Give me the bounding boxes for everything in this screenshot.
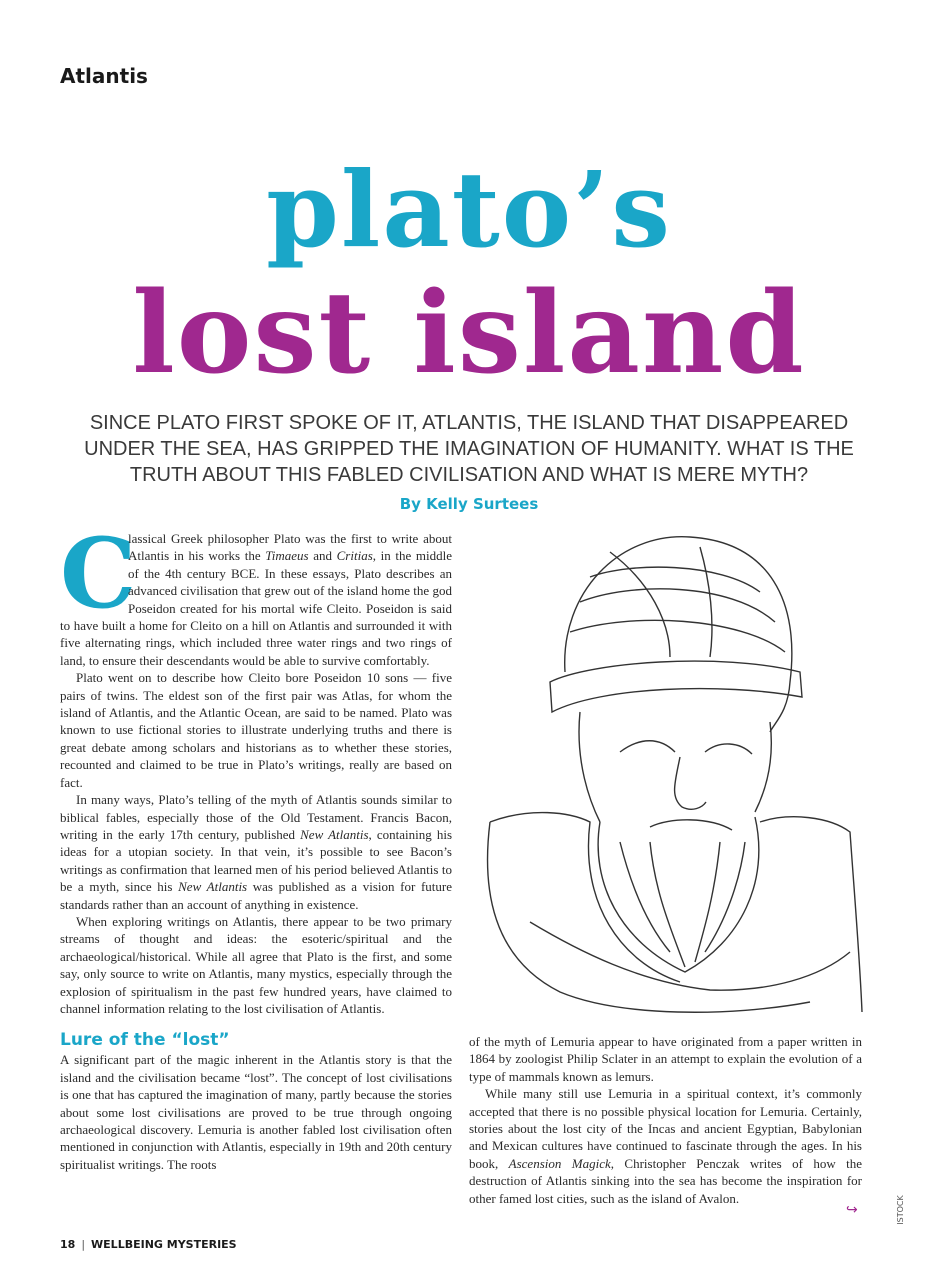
paragraph-2: Plato went on to describe how Cleito bore Poseidon 10 sons — five pairs of twins. The eldest son of the first pair was Atlas, for whom the island of Atlantis, and the Atlantic Ocean, are said to be named. Plato was known to use fictional stories to illustrate underlying truths and there is great debate among scholars and historians as to whether these stories, recounted and claimed to be true in Plato’s writings, really are based on fact. <box>60 670 452 790</box>
paragraph-7: While many still use Lemuria in a spiritual context, it’s commonly accepted that there is no possible physical location for Lemuria. Certainly, stories about the lost city of the Incas and ancient Egyptian, Babylonian and Mexican cultures have continued to fascinate through the ages. In his book, Ascension Magick, Christopher Penczak writes of how the destruction of Atlantis sinking into the sea has become the inspiration for other famed lost cities, such as the island of Avalon. <box>469 1086 863 1206</box>
plato-bust-illustration <box>470 522 870 1020</box>
headline-line-2: lost island <box>132 268 806 399</box>
drop-cap: C <box>60 517 137 630</box>
paragraph-5: A significant part of the magic inherent in the Atlantis story is that the island and the civilisation became “lost”. The concept of lost civilisations is one that has captured the imagination of many, partly because the stories about some lost civilisations are proved to be true through ongoing archaeological discovery. Lemuria is another fabled lost civilisation often mentioned in conjunction with Atlantis, especially in 19th and 20th century spiritualist writings. The roots <box>60 1052 452 1172</box>
image-credit: ISTOCK <box>896 1195 905 1225</box>
magazine-name: WELLBEING MYSTERIES <box>91 1238 237 1251</box>
article-column-left <box>60 517 453 1173</box>
page-number: 18 <box>60 1238 76 1251</box>
end-of-article-icon: ↪ <box>846 1202 858 1218</box>
footer-separator: | <box>81 1238 86 1251</box>
article-column-right <box>469 1033 862 1207</box>
paragraph-3: In many ways, Plato’s telling of the myth of Atlantis sounds similar to biblical fables, especially those of the Old Testament. Francis Bacon, writing in the early 17th century, published New Atlantis, containing his ideas for a utopian society. In that vein, it’s possible to see Bacon’s writings as confirmation that learned men of his period believed Atlantis to be a myth, since his New Atlantis was published as a vision for future standards rather than an account of anything in existence. <box>60 792 453 912</box>
standfirst: SINCE PLATO FIRST SPOKE OF IT, ATLANTIS, THE ISLAND THAT DISAPPEARED UNDER THE SEA, HAS GRIPPED THE IMAGINATION OF HUMANITY. WHAT IS THE TRUTH ABOUT THIS FABLED CIVILISATION AND WHAT IS MERE MYTH? <box>84 412 854 486</box>
paragraph-1: C lassical Greek philosopher Plato was the first to write about Atlantis in his works the Timaeus and Critias, in the middle of the 4th century BCE. In these essays, Plato describes an advanced civilisation that grew out of the island home the god Poseidon created for his mortal wife Cleito. Poseidon is said to have built a home for Cleito on a hill on Atlantis and surrounded it with five alternating rings, which included three water rings and two rings of land, to ensure their descendants would be able to survive comfortably. <box>60 517 452 668</box>
subheading: Lure of the “lost” <box>60 1030 230 1051</box>
paragraph-4: When exploring writings on Atlantis, there appear to be two primary streams of thought and ideas: the esoteric/spiritual and the archaeological/historical. While all agree that Plato is the first, and some say, only source to write on Atlantis, many mystics, especially through the explosion of spiritualism in the past few hundred years, have claimed to channel information relating to the lost civilisation of Atlantis. <box>60 913 452 1016</box>
section-label: Atlantis <box>60 64 148 88</box>
page-footer <box>60 1238 237 1251</box>
paragraph-6: of the myth of Lemuria appear to have originated from a paper written in 1864 by zoologist Philip Sclater in an attempt to explain the evolution of a type of mammals known as lemurs. <box>469 1034 862 1084</box>
byline: By Kelly Surtees <box>399 495 539 513</box>
headline-line-1: plato’s <box>266 148 672 271</box>
